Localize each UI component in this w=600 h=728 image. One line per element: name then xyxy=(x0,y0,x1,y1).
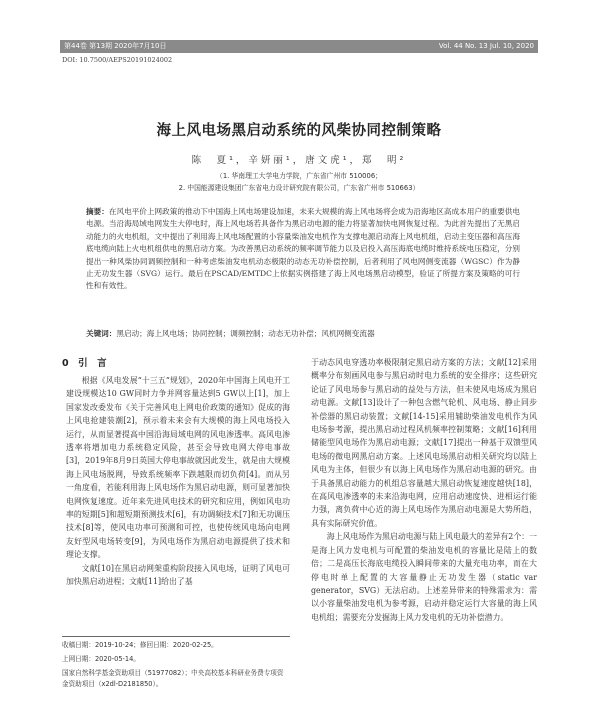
footnote-divider xyxy=(62,636,290,637)
keywords xyxy=(86,328,520,339)
affiliation-1: （1. 华南理工大学电力学院，广东省广州市 510006； xyxy=(216,172,382,180)
abstract-text: 在风电平价上网政策的推动下中国海上风电场建设加速，未来大规模的海上风电场将会成为沿海地区高成本用户的重要供电电源。当沿海局域电网发生大停电时，海上风电场若具备作为黑启动电源的能力将显著加快电网恢复过程。为此首先提出了无黑启动能力的火电机组，文中提出了利用海上风电场配置的小容量柴油发电机作为支撑电源启动海上风电机组，启动主变压器和高压海底电缆向陆上火电机组供电的黑启动方案。为改善黑启动系统的频率调节能力以及启投入高压海底电缆时维持系统电压稳定，分别提出一种风柴协同调频控制和一种考虑柴油发电机动态极限的动态无功补偿控制，后者利用了风电网侧变流器（WGSC）作为静止无功发生器（SVG）运行。最后在PSCAD/EMTDC上依据实例搭建了海上风电场黑启动模型，验证了所提方案及策略的可行性和有效性。 xyxy=(86,207,520,291)
footnote-funding: 国家自然科学基金资助项目（51977082）；中央高校基本科研业务费专项资金资助项目（x2dl-D2181850）。 xyxy=(62,669,284,688)
section-heading-introduction: 0 引 言 xyxy=(62,358,107,369)
doi[interactable]: DOI: 10.7500/AEPS20191024002 xyxy=(62,56,173,64)
author-list: 陈 夏¹，辛妍丽¹，唐文虎¹，郑 明² xyxy=(191,155,407,166)
body-right-column xyxy=(311,356,537,624)
abstract-label: 摘要： xyxy=(86,207,109,216)
paragraph: 文献[10]在黑启动网架重构阶段接入风电场，证明了风电可加快黑启动进程；文献[11]给出了基 xyxy=(66,563,290,587)
keywords-label: 关键词： xyxy=(86,329,117,338)
body-left-column xyxy=(66,374,290,589)
paragraph: 于动态风电穿透功率极限制定黑启动方案的方法；文献[12]采用概率分布刻画风电参与黑启动时电力系统的安全排序；这些研究论证了风电场参与黑启动的益处与方法，但未使风电场成为黑启动电源。文献[13]设计了一种包含燃气轮机、风电场、静止同步补偿器的黑启动装置；文献[14-15]采用辅助柴油发电机作为风电场参考源，提出黑启动过程风机频率控制策略；文献[16]利用储能型风电场作为黑启动电源；文献[17]提出一种基于双馈型风电场的微电网黑启动方案。上述风电场黑启动相关研究均以陆上风电为主体，但很少有以海上风电场作为黑启动电源的研究。由于具备黑启动能力的机组总容量越大黑启动恢复速度越快[18]，在高风电渗透率的未来沿海电网，应用启动速度快、进相运行能力强，离负荷中心近的海上风电场作为黑启动电源是大势所趋，具有实际研究价值。 xyxy=(311,358,537,528)
paragraph: 海上风电场作为黑启动电源与陆上风电最大的差异有2个：一是海上风力发电机与可配置的柴油发电机的容量比是陆上的数倍；二是高压长海底电缆投入瞬间带来的大量充电功率，而在大停电时单上配置的大容量静止无功发生器（static var generator，SVG）无法启动。上述差异带来的特殊需求为：需以小容量柴油发电机为参考源，启动并稳定运行大容量的海上风电机组；需要充分发掘海上风力发电机的无功补偿潜力。 xyxy=(311,532,537,622)
paper-title: 海上风电场黑启动系统的风柴协同控制策略 xyxy=(156,123,442,139)
journal-header-band xyxy=(60,40,538,53)
abstract xyxy=(86,206,520,293)
footnote-online: 上网日期：2020-05-14。 xyxy=(62,655,140,663)
affiliation-2: 2. 中国能源建设集团广东省电力设计研究院有限公司，广东省广州市 510663） xyxy=(178,184,420,192)
footnote-received: 收稿日期：2019-10-24；修回日期：2020-02-25。 xyxy=(62,641,218,649)
keywords-text: 黑启动；海上风电场；协同控制；调频控制；动态无功补偿；风机网侧变流器 xyxy=(116,329,375,338)
journal-issue-cn: 第44卷 第13期 2020年7月10日 xyxy=(64,42,167,50)
paragraph: 根据《风电发展“十三五”规划》，2020年中国海上风电开工建设规模达10 GW同时力争并网容量达到5 GW以上[1]，加上国家发改委发布《关于完善风电上网电价政策的通知》促成的海上风电抢建装潮[2]，预示着未来会有大规模的海上风电场投入运行，从而显著提高中国沿海局域电网的风电渗透率。高风电渗透率将增加电力系统稳定风险，甚至会导致电网大停电事故[3]，2019年8月9日英国大停电事故就因此发生，就是由大规模海上风电场脱网，导致系统频率下跌越限而切负荷[4]。而从另一角度看，若能利用海上风电场作为黑启动电源，则可显著加快电网恢复速度。近年来先进风电技术的研究和应用，例如风电功率的短期[5]和超短期预测技术[6]，有功调频技术[7]和无功调压技术[8]等，使风电功率可预测和可控，也使传统风电场向电网友好型风电场转变[9]，为风电场作为黑启动电源提供了技术和理论支撑。 xyxy=(66,376,290,560)
journal-issue-en: Vol. 44 No. 13 Jul. 10, 2020 xyxy=(438,42,534,50)
